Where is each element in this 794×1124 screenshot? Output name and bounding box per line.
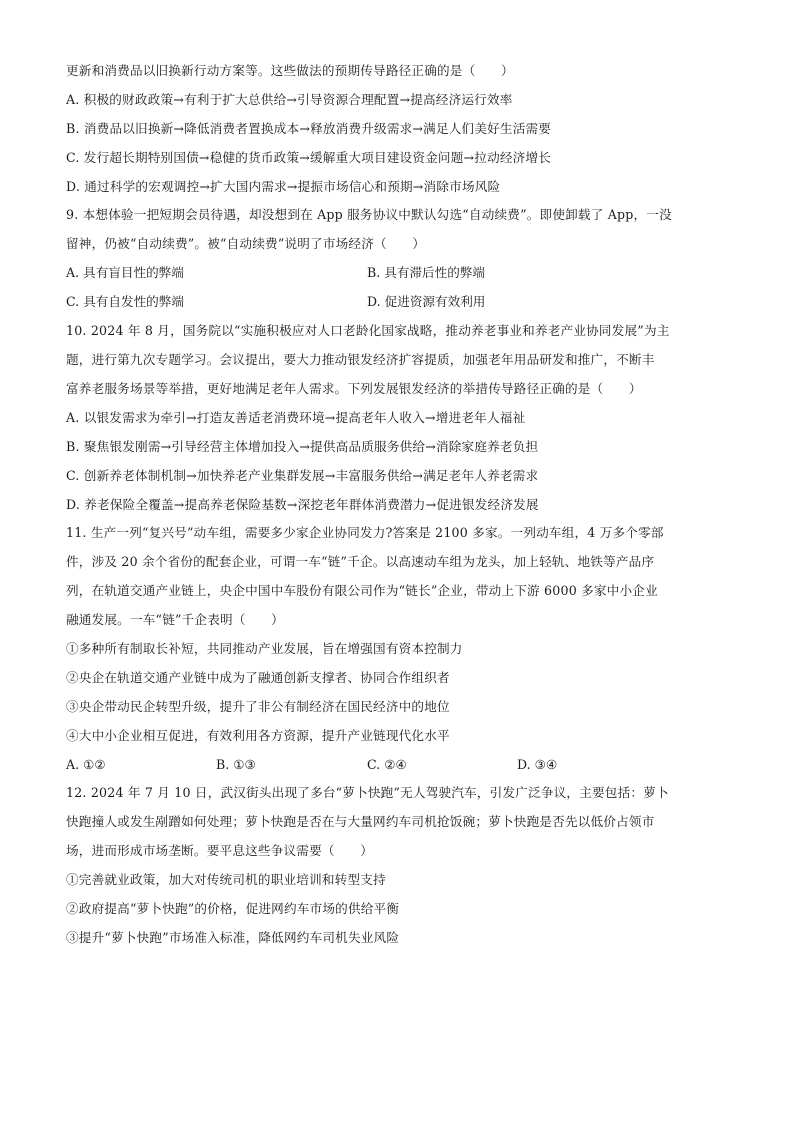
q9-stem-line-2: 留神，仍被“自动续费”。被“自动续费”说明了市场经济（ ） xyxy=(66,236,426,251)
q10-option-b: B. 聚焦银发刚需→引导经营主体增加投入→提供高品质服务供给→消除家庭养老负担 xyxy=(66,439,539,454)
q12-statement-1: ①完善就业政策，加大对传统司机的职业培训和转型支持 xyxy=(66,872,386,887)
q12-stem-line-2: 快跑撞人或发生剐蹭如何处理；萝卜快跑是否在与大量网约车司机抢饭碗；萝卜快跑是否先以低价占领市 xyxy=(66,814,655,829)
q11-statement-1: ①多种所有制取长补短，共同推动产业发展，旨在增强国有资本控制力 xyxy=(66,641,463,656)
q11-option-a: A. ①② xyxy=(66,757,106,772)
q11-option-d: D. ③④ xyxy=(517,757,558,772)
q8-option-d: D. 通过科学的宏观调控→扩大国内需求→提振市场信心和预期→消除市场风险 xyxy=(66,179,501,194)
q12-statement-2: ②政府提高“萝卜快跑”的价格，促进网约车市场的供给平衡 xyxy=(66,901,400,916)
q10-option-d: D. 养老保险全覆盖→提高养老保险基数→深挖老年群体消费潜力→促进银发经济发展 xyxy=(66,497,539,512)
q11-option-c: C. ②④ xyxy=(367,757,407,772)
q10-option-a: A. 以银发需求为牵引→打造友善适老消费环境→提高老年人收入→增进老年人福祉 xyxy=(66,410,526,425)
q9-stem-line-1: 9. 本想体验一把短期会员待遇，却没想到在 App 服务协议中默认勾选“自动续费”。即使卸载了 App，一没 xyxy=(66,207,672,222)
q10-option-c: C. 创新养老体制机制→加快养老产业集群发展→丰富服务供给→满足老年人养老需求 xyxy=(66,468,539,483)
q11-statement-4: ④大中小企业相互促进，有效利用各方资源，提升产业链现代化水平 xyxy=(66,728,450,743)
q11-stem-line-3: 列，在轨道交通产业链上，央企中国中车股份有限公司作为“链长”企业，带动上下游 6000 多家中小企业 xyxy=(66,583,658,598)
q8-stem: 更新和消费品以旧换新行动方案等。这些做法的预期传导路径正确的是（ ） xyxy=(66,63,514,78)
q8-option-b: B. 消费品以旧换新→降低消费者置换成本→释放消费升级需求→满足人们美好生活需要 xyxy=(66,121,552,136)
q10-stem-line-2: 题，进行第九次专题学习。会议提出，要大力推动银发经济扩容提质，加强老年用品研发和推广，不断丰 xyxy=(66,352,655,367)
q12-stem-line-3: 场，进而形成市场垄断。要平息这些争议需要（ ） xyxy=(66,843,374,858)
q12-stem-line-1: 12. 2024 年 7 月 10 日，武汉街头出现了多台“萝卜快跑”无人驾驶汽车，引发广泛争议，主要包括：萝卜 xyxy=(66,785,669,800)
q11-statement-2: ②央企在轨道交通产业链中成为了融通创新支撑者、协同合作组织者 xyxy=(66,670,450,685)
q11-option-b: B. ①③ xyxy=(216,757,256,772)
q11-stem-line-4: 融通发展。一车“链”千企表明（ ） xyxy=(66,612,284,627)
q9-option-b: B. 具有滞后性的弊端 xyxy=(367,265,486,280)
q11-stem-line-1: 11. 生产一列“复兴号”动车组，需要多少家企业协同发力?答案是 2100 多家。一列动车组，4 万多个零部 xyxy=(66,525,664,540)
q12-statement-3: ③提升“萝卜快跑”市场准入标准，降低网约车司机失业风险 xyxy=(66,930,400,945)
q8-option-a: A. 积极的财政政策→有利于扩大总供给→引导资源合理配置→提高经济运行效率 xyxy=(66,92,513,107)
q11-statement-3: ③央企带动民企转型升级，提升了非公有制经济在国民经济中的地位 xyxy=(66,699,450,714)
q9-option-c: C. 具有自发性的弊端 xyxy=(66,294,184,309)
q9-option-a: A. 具有盲目性的弊端 xyxy=(66,265,184,280)
q8-option-c: C. 发行超长期特别国债→稳健的货币政策→缓解重大项目建设资金问题→拉动经济增长 xyxy=(66,150,552,165)
q10-stem-line-1: 10. 2024 年 8 月，国务院以“实施积极应对人口老龄化国家战略，推动养老事业和养老产业协同发展”为主 xyxy=(66,323,670,338)
q9-option-d: D. 促进资源有效利用 xyxy=(367,294,486,309)
q10-stem-line-3: 富养老服务场景等举措，更好地满足老年人需求。下列发展银发经济的举措传导路径正确的是（ ） xyxy=(66,381,642,396)
q11-stem-line-2: 件，涉及 20 余个省份的配套企业，可谓一车“链”千企。以高速动车组为龙头，加上轻轨、地铁等产品序 xyxy=(66,554,655,569)
